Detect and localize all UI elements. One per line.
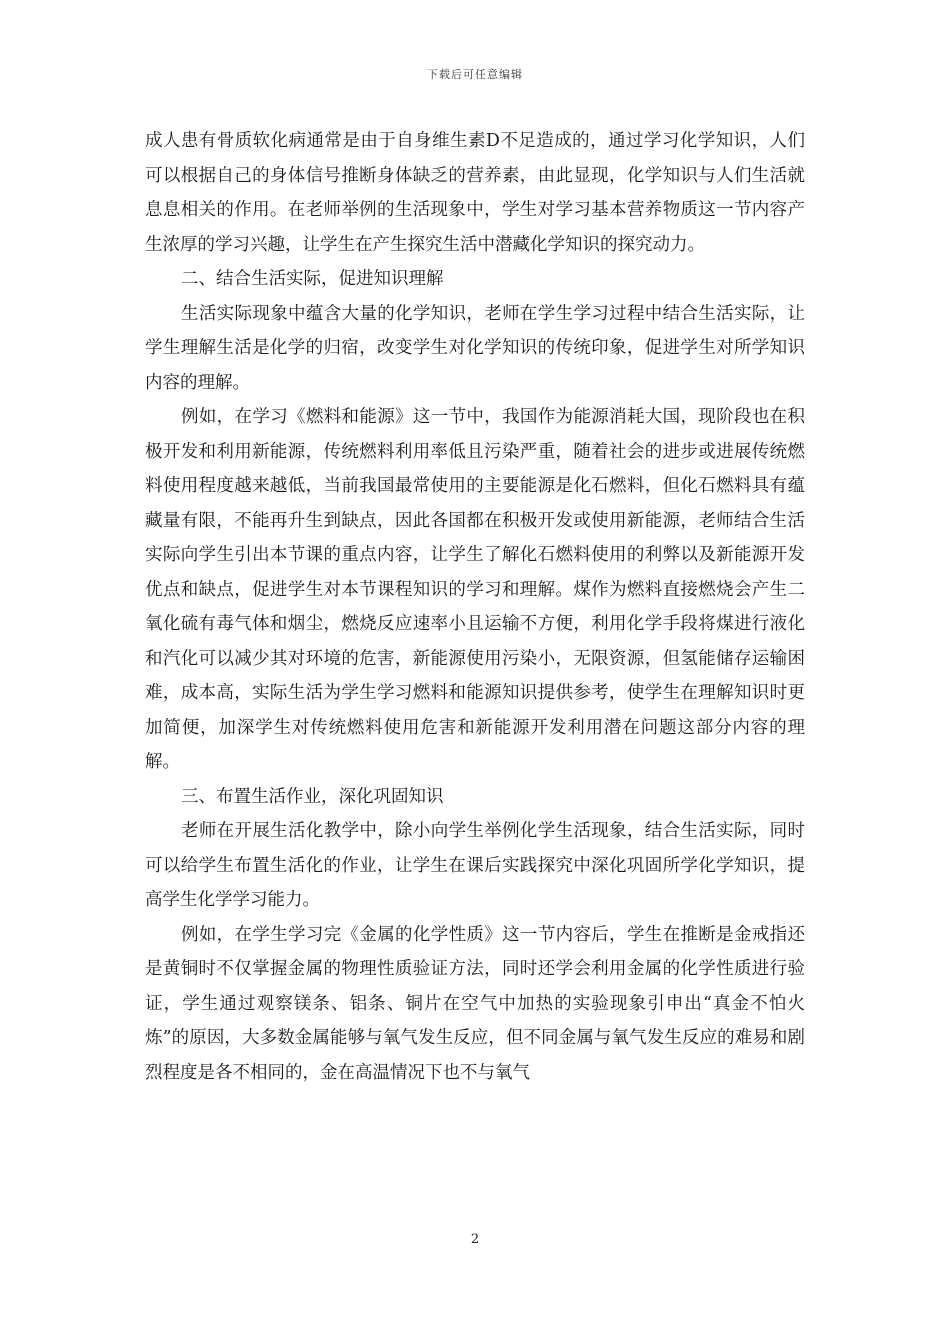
paragraph: 老师在开展生活化教学中，除小向学生举例化学生活现象，结合生活实际，同时可以给学生布置生活化的作业，让学生在课后实践探究中深化巩固所学化学知识，提高学生化学学习能力。 — [145, 821, 805, 910]
paragraph-continuation: 成人患有骨质软化病通常是由于自身维生素D不足造成的，通过学习化学知识，人们可以根据自己的身体信号推断身体缺乏的营养素，由此显现，化学知识与人们生活就息息相关的作用。在老师举例的生活现象中，学生对学习基本营养物质这一节内容产生浓厚的学习兴趣，让学生在产生探究生活中潜藏化学知识的探究动力。 — [145, 131, 805, 255]
page-number: 2 — [470, 1232, 480, 1247]
section-heading-3: 三、布置生活作业，深化巩固知识 — [181, 786, 444, 807]
document-body — [145, 124, 805, 1090]
page-header: 下载后可任意编辑 — [427, 68, 523, 81]
paragraph: 例如，在学习《燃料和能源》这一节中，我国作为能源消耗大国，现阶段也在积极开发和利用新能源，传统燃料利用率低且污染严重，随着社会的进步或进展传统燃料使用程度越来越低，当前我国最常使用的主要能源是化石燃料，但化石燃料具有蕴藏量有限，不能再升生到缺点，因此各国都在积极开发或使用新能源，老师结合生活实际向学生引出本节课的重点内容，让学生了解化石燃料使用的利弊以及新能源开发优点和缺点，促进学生对本节课程知识的学习和理解。煤作为燃料直接燃烧会产生二氧化硫有毒气体和烟尘，燃烧反应速率小且运输不方便，利用化学手段将煤进行液化和汽化可以减少其对环境的危害，新能源使用污染小，无限资源，但氢能储存运输困难，成本高，实际生活为学生学习燃料和能源知识提供参考，使学生在理解知识时更加简便，加深学生对传统燃料使用危害和新能源开发利用潜在问题这部分内容的理解。 — [145, 407, 805, 772]
paragraph: 例如，在学生学习完《金属的化学性质》这一节内容后，学生在推断是金戒指还是黄铜时不仅掌握金属的物理性质验证方法，同时还学会利用金属的化学性质进行验证，学生通过观察镁条、铝条、铜片在空气中加热的实验现象引申出“真金不怕火炼”的原因，大多数金属能够与氧气发生反应，但不同金属与氧气发生反应的难易和剧烈程度是各不相同的，金在高温情况下也不与氧气 — [145, 924, 805, 1083]
paragraph: 生活实际现象中蕴含大量的化学知识，老师在学生学习过程中结合生活实际，让学生理解生活是化学的归宿，改变学生对化学知识的传统印象，促进学生对所学知识内容的理解。 — [145, 303, 805, 393]
section-heading-2: 二、结合生活实际，促进知识理解 — [181, 269, 444, 289]
